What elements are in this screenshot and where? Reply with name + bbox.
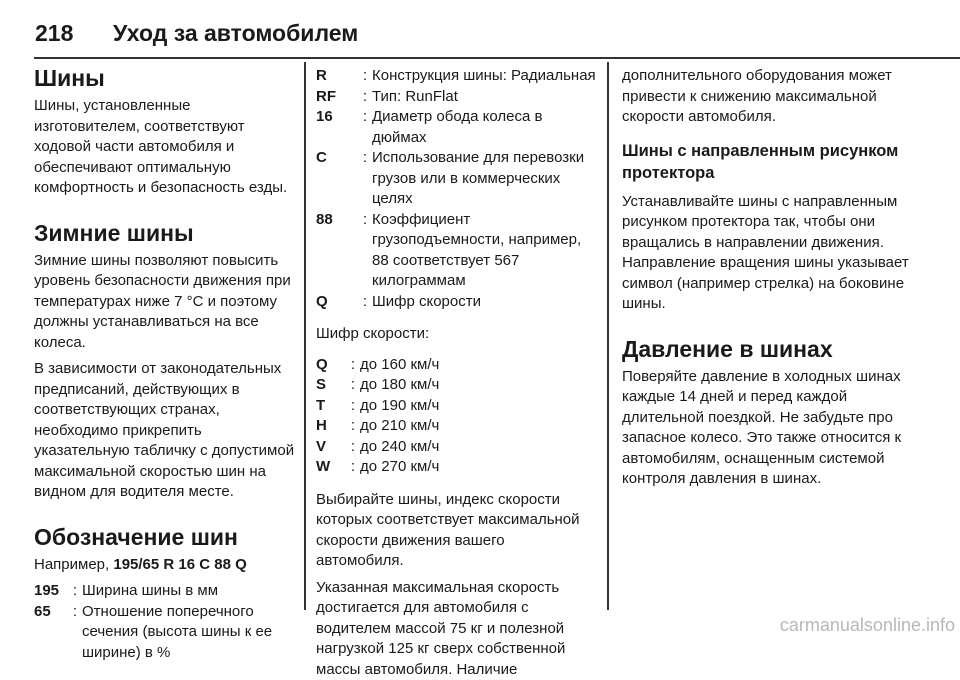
definition-key: Q [316,292,358,313]
column-divider-2 [607,62,609,610]
definition-separator: : [358,210,372,292]
definition-separator: : [358,292,372,313]
definition-text: Диаметр обода колеса в дюймах [372,107,596,148]
paragraph-tires: Шины, установленные изготовителем, соответствуют ходовой части автомобиля и обеспечивают оптимальную комфортность и безопасность езды. [34,96,299,199]
section-title: Уход за автомобилем [113,20,358,46]
definition-row [316,107,596,148]
speed-key: T [316,396,346,417]
definition-key: R [316,66,358,87]
definition-key: 16 [316,107,358,148]
definition-text: Коэффициент грузоподъемности, например, 88 соответствует 567 килограммам [372,210,596,292]
speed-row [316,457,596,478]
speed-separator: : [346,355,360,376]
speed-row [316,355,596,376]
definition-key: C [316,148,358,210]
example-line [34,555,299,576]
definition-key: 65 [34,602,68,664]
heading-tire-pressure: Давление в шинах [622,335,922,363]
column-divider-1 [304,62,306,610]
paragraph-winter-1: Зимние шины позволяют повысить уровень безопасности движения при температурах ниже 7 °C и поэтому должны устанавливаться на все колеса. [34,251,299,354]
definition-row [316,66,596,87]
column-1 [34,60,299,610]
speed-intro: Шифр скорости: [316,324,596,345]
definition-text: Использование для перевозки грузов или в коммерческих целях [372,148,596,210]
definition-separator: : [358,87,372,108]
speed-value: до 190 км/ч [360,396,596,417]
paragraph-choose-tires: Выбирайте шины, индекс скорости которых соответствует максимальной скорости движения вашего автомобиля. [316,490,596,572]
paragraph-max-speed: Указанная максимальная скорость достигается для автомобиля с водителем массой 75 кг и полезной нагрузкой 125 кг сверх собственной массы автомобиля. Наличие [316,578,596,680]
definition-key: 195 [34,581,68,602]
speed-row [316,396,596,417]
speed-separator: : [346,437,360,458]
speed-value: до 160 км/ч [360,355,596,376]
definition-text: Шифр скорости [372,292,596,313]
definition-separator: : [358,107,372,148]
speed-key: Q [316,355,346,376]
definition-text: Конструкция шины: Радиальная [372,66,596,87]
marking-definitions-1 [34,581,299,663]
definition-text: Ширина шины в мм [82,581,299,602]
column-3 [622,60,922,610]
paragraph-winter-2: В зависимости от законодательных предписаний, действующих в соответствующих странах, необходимо прикрепить указательную табличку с допустимой максимальной скоростью шин на видном для водителя месте. [34,359,299,503]
speed-key: V [316,437,346,458]
heading-winter-tires: Зимние шины [34,219,299,247]
speed-key: S [316,375,346,396]
example-prefix: Например, [34,556,113,573]
speed-separator: : [346,416,360,437]
speed-codes [316,355,596,478]
speed-row [316,416,596,437]
speed-separator: : [346,375,360,396]
paragraph-tire-pressure: Поверяйте давление в холодных шинах каждые 14 дней и перед каждой длительной поездкой. Не забудьте про запасное колесо. Это также относится к автомобилям, оснащенным системой контроля давления в шинах. [622,367,922,490]
header-rule [34,57,960,59]
speed-value: до 180 км/ч [360,375,596,396]
definition-text: Отношение поперечного сечения (высота шины к ее ширине) в % [82,602,299,664]
definition-row [316,292,596,313]
speed-separator: : [346,457,360,478]
heading-tire-marking: Обозначение шин [34,523,299,551]
page-header [35,20,358,47]
watermark: carmanualsonline.info [780,615,955,636]
definition-separator: : [358,66,372,87]
definition-row [316,210,596,292]
definition-text: Тип: RunFlat [372,87,596,108]
speed-key: W [316,457,346,478]
definition-row [34,581,299,602]
definition-row [34,602,299,664]
speed-value: до 210 км/ч [360,416,596,437]
paragraph-continued: дополнительного оборудования может привести к снижению максимальной скорости автомобиля. [622,66,922,128]
definition-separator: : [68,581,82,602]
speed-value: до 240 км/ч [360,437,596,458]
heading-directional-tires: Шины с направленным рисунком протектора [622,140,922,184]
heading-tires: Шины [34,64,299,92]
marking-definitions-2 [316,66,596,312]
definition-separator: : [358,148,372,210]
definition-key: RF [316,87,358,108]
speed-key: H [316,416,346,437]
speed-separator: : [346,396,360,417]
speed-value: до 270 км/ч [360,457,596,478]
page-number: 218 [35,20,113,47]
example-code: 195/65 R 16 C 88 Q [113,556,246,573]
speed-row [316,437,596,458]
definition-key: 88 [316,210,358,292]
speed-row [316,375,596,396]
column-2 [316,60,596,610]
definition-row [316,87,596,108]
definition-row [316,148,596,210]
paragraph-directional-tires: Устанавливайте шины с направленным рисунком протектора так, чтобы они вращались в направлении движения. Направление вращения шины указывает символ (например стрелка) на боковине шины. [622,192,922,315]
definition-separator: : [68,602,82,664]
